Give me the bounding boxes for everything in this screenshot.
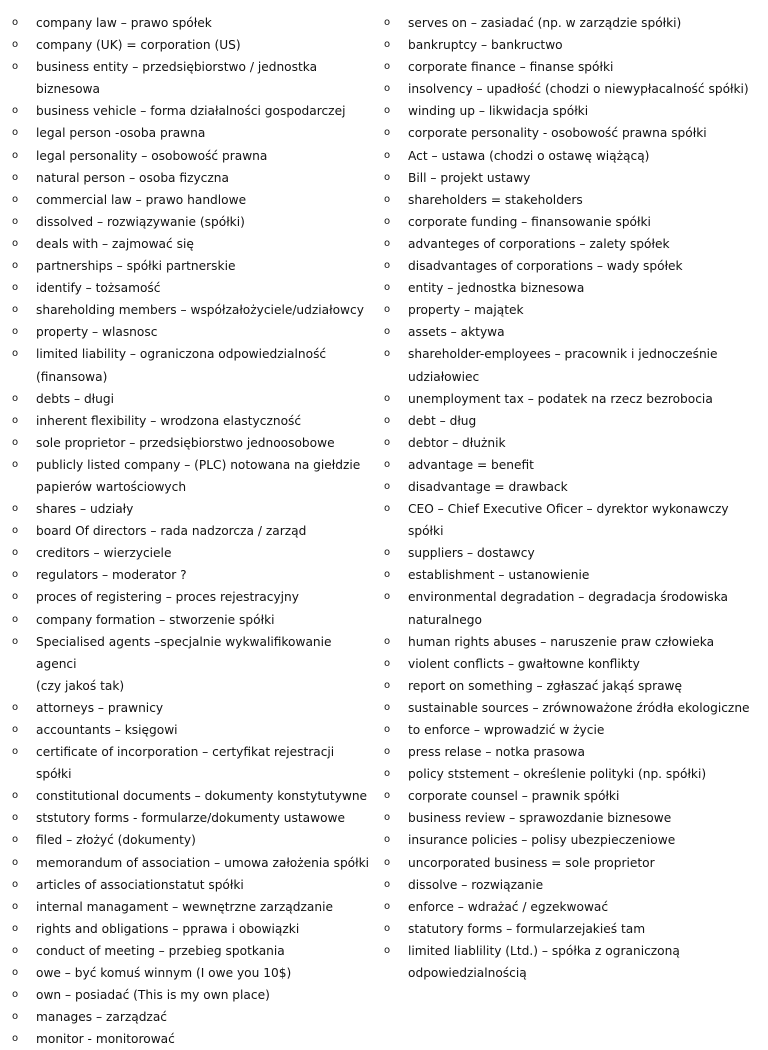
vocabulary-entry	[12, 100, 372, 122]
bullet-icon: o	[12, 591, 19, 603]
entry-text: statutory forms – formularzejakieś tam	[408, 921, 646, 936]
vocabulary-entry	[12, 189, 372, 211]
entry-text: corporate personality - osobowość prawna spółki	[408, 126, 707, 141]
vocabulary-entry	[384, 564, 760, 586]
bullet-icon: o	[384, 61, 391, 73]
vocabulary-entry	[384, 807, 760, 829]
bullet-icon: o	[12, 171, 19, 183]
entry-text: establishment – ustanowienie	[408, 568, 590, 583]
vocabulary-entry	[12, 498, 372, 520]
bullet-icon: o	[384, 149, 391, 161]
bullet-icon: o	[12, 215, 19, 227]
entry-text: sustainable sources – zrównoważone źródła ekologiczne	[408, 700, 750, 715]
vocabulary-entry	[384, 940, 760, 984]
bullet-icon: o	[12, 127, 19, 139]
bullet-icon: o	[384, 480, 391, 492]
bullet-icon: o	[384, 790, 391, 802]
bullet-icon: o	[384, 436, 391, 448]
entry-text: limited liability – ograniczona odpowiedzialność	[36, 347, 327, 362]
bullet-icon: o	[384, 260, 391, 272]
vocabulary-entry	[384, 78, 760, 100]
bullet-icon: o	[12, 348, 19, 360]
bullet-icon: o	[12, 105, 19, 117]
entry-text: human rights abuses – naruszenie praw człowieka	[408, 634, 715, 649]
entry-text: property – majątek	[408, 303, 524, 318]
entry-text: limited liablility (Ltd.) – spółka z ograniczoną	[408, 943, 680, 958]
bullet-icon: o	[12, 436, 19, 448]
vocabulary-entry	[12, 896, 372, 918]
bullet-icon: o	[12, 834, 19, 846]
vocabulary-entry	[12, 299, 372, 321]
vocabulary-entry	[384, 56, 760, 78]
right-vocabulary-list	[384, 12, 760, 984]
bullet-icon: o	[384, 922, 391, 934]
bullet-icon: o	[384, 812, 391, 824]
bullet-icon: o	[384, 547, 391, 559]
vocabulary-entry	[384, 255, 760, 277]
entry-text-continuation: odpowiedzialnością	[408, 966, 527, 981]
bullet-icon: o	[384, 591, 391, 603]
vocabulary-entry	[12, 719, 372, 741]
bullet-icon: o	[12, 503, 19, 515]
entry-text: conduct of meeting – przebieg spotkania	[36, 943, 285, 958]
entry-text: natural person – osoba fizyczna	[36, 170, 229, 185]
entry-text: property – wlasnosc	[36, 325, 158, 340]
entry-text: assets – aktywa	[408, 325, 505, 340]
bullet-icon: o	[12, 1033, 19, 1045]
vocabulary-entry	[384, 829, 760, 851]
bullet-icon: o	[384, 215, 391, 227]
vocabulary-entry	[384, 100, 760, 122]
entry-text: shareholding members – współzałożyciele/udziałowcy	[36, 303, 364, 318]
bullet-icon: o	[384, 768, 391, 780]
entry-text: business review – sprawozdanie biznesowe	[408, 811, 672, 826]
vocabulary-entry	[12, 741, 372, 785]
entry-text: shareholders = stakeholders	[408, 192, 583, 207]
vocabulary-entry	[384, 719, 760, 741]
bullet-icon: o	[12, 282, 19, 294]
entry-text: report on something – zgłaszać jakąś sprawę	[408, 678, 683, 693]
entry-text: debtor – dłużnik	[408, 435, 506, 450]
bullet-icon: o	[384, 657, 391, 669]
vocabulary-entry	[12, 631, 372, 697]
bullet-icon: o	[12, 326, 19, 338]
entry-text: partnerships – spółki partnerskie	[36, 259, 236, 274]
entry-text: corporate finance – finanse spółki	[408, 60, 614, 75]
entry-text: entity – jednostka biznesowa	[408, 281, 585, 296]
vocabulary-entry	[12, 343, 372, 387]
bullet-icon: o	[384, 856, 391, 868]
vocabulary-entry	[12, 211, 372, 233]
bullet-icon: o	[12, 746, 19, 758]
entry-text: corporate counsel – prawnik spółki	[408, 789, 620, 804]
vocabulary-entry	[384, 410, 760, 432]
entry-text: Specialised agents –specjalnie wykwalifikowanie agenci	[36, 634, 332, 671]
vocabulary-entry	[384, 233, 760, 255]
bullet-icon: o	[12, 525, 19, 537]
vocabulary-entry	[12, 277, 372, 299]
vocabulary-entry	[384, 918, 760, 940]
vocabulary-entry	[12, 454, 372, 498]
entry-text: commercial law – prawo handlowe	[36, 192, 247, 207]
entry-text: creditors – wierzyciele	[36, 546, 172, 561]
entry-text: publicly listed company – (PLC) notowana na giełdzie	[36, 457, 361, 472]
vocabulary-entry	[12, 564, 372, 586]
bullet-icon: o	[384, 878, 391, 890]
bullet-icon: o	[384, 746, 391, 758]
vocabulary-entry	[12, 233, 372, 255]
vocabulary-entry	[12, 984, 372, 1006]
bullet-icon: o	[384, 900, 391, 912]
bullet-icon: o	[384, 679, 391, 691]
vocabulary-entry	[384, 653, 760, 675]
bullet-icon: o	[12, 613, 19, 625]
bullet-icon: o	[12, 260, 19, 272]
entry-text-continuation: (finansowa)	[36, 369, 108, 384]
vocabulary-page	[0, 12, 768, 1047]
vocabulary-entry	[12, 940, 372, 962]
entry-text: constitutional documents – dokumenty konstytutywne	[36, 789, 368, 804]
bullet-icon: o	[12, 944, 19, 956]
entry-text: accountants – księgowi	[36, 723, 178, 737]
entry-text: advanteges of corporations – zalety spółek	[408, 236, 670, 251]
entry-text: proces of registering – proces rejestracyjny	[36, 590, 299, 605]
bullet-icon: o	[12, 922, 19, 934]
entry-text: owe – być komuś winnym (I owe you 10$)	[36, 966, 292, 981]
vocabulary-entry	[12, 785, 372, 807]
vocabulary-entry	[384, 122, 760, 144]
entry-text: disadvantage = drawback	[408, 479, 568, 494]
bullet-icon: o	[384, 171, 391, 183]
vocabulary-entry	[384, 277, 760, 299]
entry-text-continuation: udziałowiec	[408, 369, 480, 384]
bullet-icon: o	[384, 193, 391, 205]
entry-text: shareholder-employees – pracownik i jednocześnie	[408, 347, 718, 362]
vocabulary-entry	[12, 874, 372, 896]
vocabulary-entry	[384, 852, 760, 874]
vocabulary-entry	[12, 520, 372, 542]
entry-text-continuation: (czy jakoś tak)	[36, 678, 125, 693]
bullet-icon: o	[12, 304, 19, 316]
entry-text: dissolve – rozwiązanie	[408, 877, 544, 892]
entry-text: company law – prawo spółek	[36, 16, 212, 30]
vocabulary-entry	[12, 167, 372, 189]
bullet-icon: o	[384, 17, 391, 28]
vocabulary-entry	[384, 542, 760, 564]
bullet-icon: o	[384, 127, 391, 139]
entry-text: board Of directors – rada nadzorcza / zarząd	[36, 524, 307, 539]
vocabulary-entry	[12, 12, 372, 34]
entry-text: bankruptcy – bankructwo	[408, 38, 563, 53]
entry-text: environmental degradation – degradacja środowiska	[408, 590, 729, 605]
vocabulary-entry	[384, 34, 760, 56]
vocabulary-entry	[384, 586, 760, 630]
bullet-icon: o	[384, 458, 391, 470]
entry-text: insolvency – upadłość (chodzi o niewypłacalność spółki)	[408, 82, 749, 97]
entry-text: shares – udziały	[36, 502, 134, 517]
entry-text: manages – zarządzać	[36, 1010, 168, 1025]
bullet-icon: o	[12, 812, 19, 824]
vocabulary-entry	[12, 388, 372, 410]
entry-text: articles of associationstatut spółki	[36, 877, 244, 892]
bullet-icon: o	[384, 944, 391, 956]
bullet-icon: o	[12, 878, 19, 890]
vocabulary-entry	[12, 918, 372, 940]
entry-text: debts – długi	[36, 391, 114, 406]
vocabulary-entry	[12, 697, 372, 719]
bullet-icon: o	[12, 790, 19, 802]
entry-text: legal personality – osobowość prawna	[36, 148, 268, 163]
entry-text: deals with – zajmować się	[36, 236, 194, 251]
bullet-icon: o	[12, 237, 19, 249]
entry-text: business vehicle – forma działalności gospodarczej	[36, 104, 346, 119]
bullet-icon: o	[384, 569, 391, 581]
bullet-icon: o	[384, 724, 391, 735]
entry-text-continuation: naturalnego	[408, 612, 482, 627]
entry-text: Act – ustawa (chodzi o ostawę wiążącą)	[408, 148, 650, 163]
bullet-icon: o	[12, 547, 19, 559]
entry-text: own – posiadać (This is my own place)	[36, 988, 270, 1003]
bullet-icon: o	[12, 701, 19, 713]
entry-text: internal managament – wewnętrzne zarządzanie	[36, 899, 333, 914]
entry-text: serves on – zasiadać (np. w zarządzie spółki)	[408, 16, 682, 30]
vocabulary-entry	[12, 1006, 372, 1028]
entry-text: uncorporated business = sole proprietor	[408, 855, 655, 870]
bullet-icon: o	[384, 282, 391, 294]
vocabulary-entry	[12, 609, 372, 631]
vocabulary-entry	[384, 189, 760, 211]
entry-text: disadvantages of corporations – wady spółek	[408, 259, 683, 274]
bullet-icon: o	[12, 724, 19, 735]
entry-text: to enforce – wprowadzić w życie	[408, 723, 605, 737]
bullet-icon: o	[12, 39, 19, 51]
entry-text: debt – dług	[408, 413, 477, 428]
bullet-icon: o	[12, 149, 19, 161]
bullet-icon: o	[12, 989, 19, 1001]
bullet-icon: o	[384, 237, 391, 249]
entry-text: sole proprietor – przedsiębiorstwo jednoosobowe	[36, 435, 335, 450]
bullet-icon: o	[384, 326, 391, 338]
entry-text-continuation: spółki	[408, 524, 444, 539]
bullet-icon: o	[384, 503, 391, 515]
bullet-icon: o	[384, 701, 391, 713]
vocabulary-entry	[384, 785, 760, 807]
vocabulary-entry	[12, 852, 372, 874]
vocabulary-entry	[384, 874, 760, 896]
vocabulary-entry	[12, 542, 372, 564]
entry-text: filed – złożyć (dokumenty)	[36, 833, 196, 848]
vocabulary-entry	[384, 343, 760, 387]
vocabulary-entry	[384, 12, 760, 34]
vocabulary-entry	[384, 454, 760, 476]
bullet-icon: o	[384, 414, 391, 426]
vocabulary-entry	[12, 145, 372, 167]
vocabulary-entry	[12, 807, 372, 829]
entry-text: winding up – likwidacja spółki	[408, 104, 589, 119]
vocabulary-entry	[384, 741, 760, 763]
bullet-icon: o	[12, 1011, 19, 1023]
bullet-icon: o	[384, 304, 391, 316]
entry-text: policy ststement – określenie polityki (np. spółki)	[408, 767, 707, 782]
entry-text: Bill – projekt ustawy	[408, 170, 531, 185]
vocabulary-entry	[384, 299, 760, 321]
vocabulary-entry	[12, 1028, 372, 1050]
bullet-icon: o	[12, 61, 19, 73]
vocabulary-entry	[384, 211, 760, 233]
entry-text: attorneys – prawnicy	[36, 700, 164, 715]
entry-text: identify – tożsamość	[36, 281, 161, 296]
vocabulary-entry	[384, 697, 760, 719]
vocabulary-entry	[384, 763, 760, 785]
vocabulary-entry	[384, 321, 760, 343]
vocabulary-entry	[12, 255, 372, 277]
entry-text: violent conflicts – gwałtowne konflikty	[408, 656, 640, 671]
vocabulary-entry	[12, 829, 372, 851]
vocabulary-entry	[384, 432, 760, 454]
entry-text: company formation – stworzenie spółki	[36, 612, 275, 627]
bullet-icon: o	[12, 17, 19, 28]
entry-text: enforce – wdrażać / egzekwować	[408, 899, 609, 914]
entry-text: memorandum of association – umowa założenia spółki	[36, 855, 370, 870]
entry-text: unemployment tax – podatek na rzecz bezrobocia	[408, 391, 713, 406]
vocabulary-entry	[384, 896, 760, 918]
vocabulary-entry	[12, 586, 372, 608]
entry-text: rights and obligations – pprawa i obowiązki	[36, 921, 300, 936]
entry-text: CEO – Chief Executive Oficer – dyrektor wykonawczy	[408, 502, 729, 517]
vocabulary-entry	[384, 675, 760, 697]
bullet-icon: o	[12, 392, 19, 404]
vocabulary-entry	[12, 321, 372, 343]
entry-text-continuation: papierów wartościowych	[36, 479, 187, 494]
entry-text: monitor - monitorować	[36, 1032, 175, 1047]
vocabulary-entry	[384, 631, 760, 653]
bullet-icon: o	[12, 569, 19, 581]
entry-text: corporate funding – finansowanie spółki	[408, 214, 651, 229]
vocabulary-entry	[12, 34, 372, 56]
bullet-icon: o	[384, 83, 391, 95]
bullet-icon: o	[384, 392, 391, 404]
bullet-icon: o	[384, 635, 391, 647]
bullet-icon: o	[12, 635, 19, 647]
vocabulary-entry	[384, 167, 760, 189]
vocabulary-entry	[12, 962, 372, 984]
entry-text: ststutory forms - formularze/dokumenty ustawowe	[36, 811, 346, 826]
vocabulary-entry	[12, 56, 372, 100]
entry-text: suppliers – dostawcy	[408, 546, 535, 561]
entry-text: press relase – notka prasowa	[408, 745, 585, 760]
entry-text: regulators – moderator ?	[36, 568, 187, 583]
bullet-icon: o	[12, 414, 19, 426]
entry-text: certificate of incorporation – certyfikat rejestracji spółki	[36, 745, 335, 782]
entry-text: advantage = benefit	[408, 457, 534, 472]
entry-text: dissolved – rozwiązywanie (spółki)	[36, 214, 245, 229]
vocabulary-entry	[384, 498, 760, 542]
vocabulary-entry	[12, 410, 372, 432]
bullet-icon: o	[384, 39, 391, 51]
bullet-icon: o	[384, 348, 391, 360]
bullet-icon: o	[12, 458, 19, 470]
bullet-icon: o	[12, 856, 19, 868]
bullet-icon: o	[12, 967, 19, 979]
bullet-icon: o	[384, 834, 391, 846]
bullet-icon: o	[12, 900, 19, 912]
vocabulary-entry	[12, 432, 372, 454]
left-vocabulary-list	[12, 12, 372, 1050]
vocabulary-entry	[384, 145, 760, 167]
entry-text: legal person -osoba prawna	[36, 126, 206, 141]
bullet-icon: o	[384, 105, 391, 117]
bullet-icon: o	[12, 193, 19, 205]
vocabulary-entry	[12, 122, 372, 144]
entry-text: business entity – przedsiębiorstwo / jednostka	[36, 60, 318, 75]
vocabulary-entry	[384, 476, 760, 498]
vocabulary-entry	[384, 388, 760, 410]
entry-text: company (UK) = corporation (US)	[36, 38, 241, 53]
entry-text: inherent flexibility – wrodzona elastyczność	[36, 413, 302, 428]
entry-text: insurance policies – polisy ubezpieczeniowe	[408, 833, 676, 848]
entry-text-continuation: biznesowa	[36, 82, 100, 97]
